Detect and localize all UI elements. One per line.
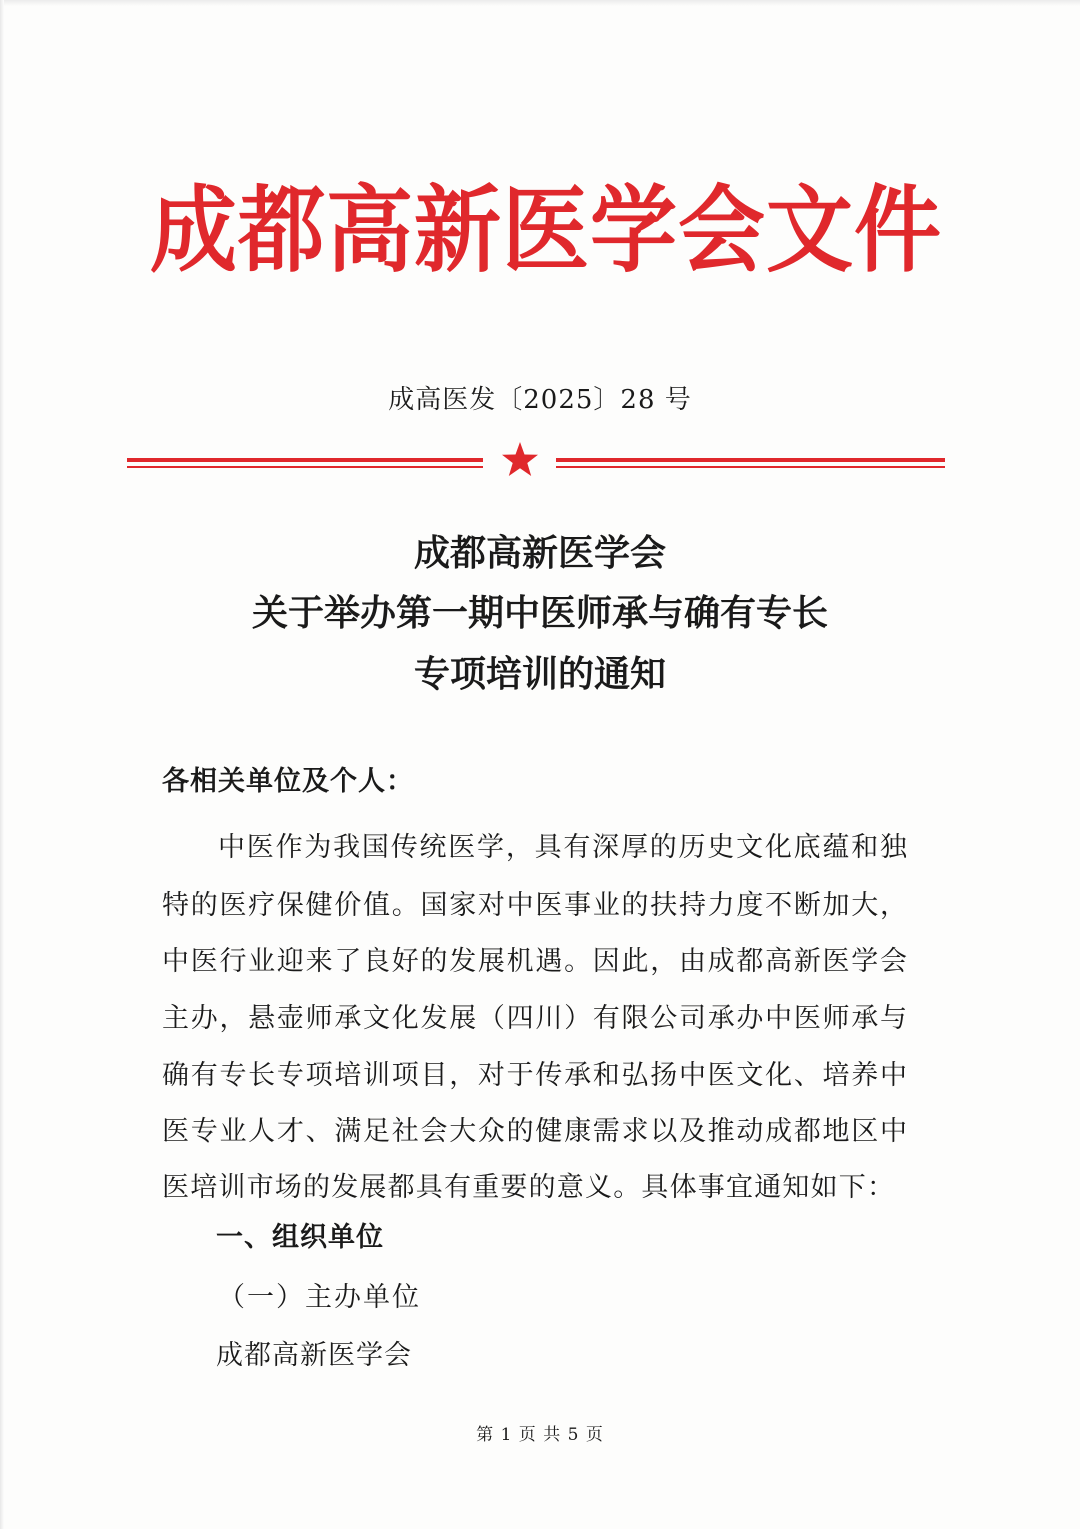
rule-thick-line xyxy=(127,458,483,462)
body-paragraph-line: 确有专长专项培训项目，对于传承和弘扬中医文化、培养中 xyxy=(162,1060,907,1091)
section-heading: 一、组织单位 xyxy=(216,1222,384,1253)
rule-thin-line xyxy=(556,466,945,468)
rule-thick-line xyxy=(556,458,945,462)
body-paragraph-line: 中医行业迎来了良好的发展机遇。因此，由成都高新医学会 xyxy=(162,946,907,977)
document-number: 成高医发〔2025〕28 号 xyxy=(388,385,692,415)
page-footer: 第 1 页 共 5 页 xyxy=(476,1425,604,1445)
masthead-title: 成都高新医学会文件 xyxy=(150,174,942,286)
body-paragraph-line: 主办，悬壶师承文化发展（四川）有限公司承办中医师承与 xyxy=(162,1003,907,1034)
star-icon xyxy=(500,440,540,480)
star-shape xyxy=(502,442,538,476)
rule-thin-line xyxy=(127,466,483,468)
body-paragraph-line: 特的医疗保健价值。国家对中医事业的扶持力度不断加大， xyxy=(162,890,907,921)
body-paragraph-line: 中医作为我国传统医学，具有深厚的历史文化底蕴和独 xyxy=(218,832,907,863)
section-subheading: （一）主办单位 xyxy=(218,1282,421,1313)
notice-title-line-1: 成都高新医学会 xyxy=(413,533,666,574)
salutation: 各相关单位及个人： xyxy=(162,766,414,797)
red-rule-left xyxy=(127,458,483,470)
body-paragraph-line: 医专业人才、满足社会大众的健康需求以及推动成都地区中 xyxy=(162,1116,907,1147)
red-rule-right xyxy=(556,458,945,470)
body-paragraph-line: 医培训市场的发展都具有重要的意义。具体事宜通知如下： xyxy=(162,1172,896,1203)
notice-title-line-2: 关于举办第一期中医师承与确有专长 xyxy=(251,593,828,634)
scan-edge-top xyxy=(0,0,1080,6)
organizer-name: 成都高新医学会 xyxy=(216,1340,412,1371)
notice-title-line-3: 专项培训的通知 xyxy=(413,654,666,695)
scan-edge-left xyxy=(0,0,4,1529)
